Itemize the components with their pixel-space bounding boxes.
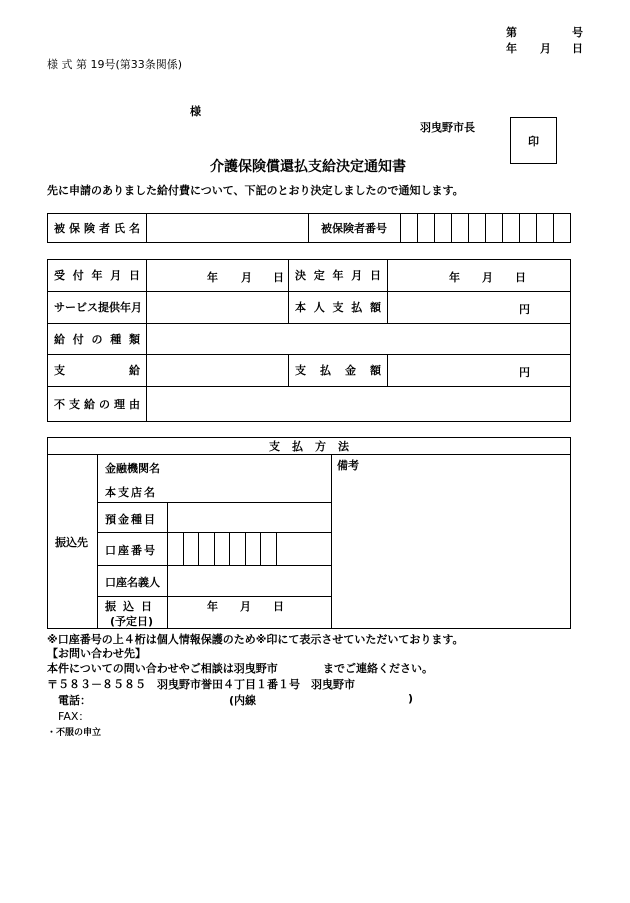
insured-name-label (54, 213, 140, 243)
appeal-note: ・不服の申立 (47, 728, 102, 738)
addressee-sama: 様 (190, 105, 201, 118)
phone-label: 電話： (58, 694, 91, 707)
bank-name-label: 金融機関名 (105, 462, 160, 475)
service-month-label: サービス提供年月 (54, 301, 142, 314)
decision-month: 月 (482, 271, 493, 284)
non-payment-reason-label (54, 386, 140, 422)
received-month: 月 (241, 271, 252, 284)
fax-label: FAX： (58, 710, 90, 723)
extension-open: (内線 (229, 694, 257, 707)
inquiry-text-2: までご連絡ください。 (323, 662, 433, 675)
account-number-digit-divider (276, 532, 277, 565)
extension-close: ) (408, 692, 414, 705)
account-number-digit-divider (229, 532, 230, 565)
payment-method-header-text: 支 払 方 法 (269, 439, 349, 453)
number-dai-label: 第 (506, 26, 517, 39)
decision-date-label (295, 259, 381, 291)
branch-label: 本支店名 (105, 486, 157, 499)
transfer-date-note: (予定日) (110, 615, 154, 628)
self-pay-label (295, 291, 381, 323)
account-type-label: 預金種目 (105, 513, 157, 526)
account-number-label: 口座番号 (105, 544, 157, 557)
transfer-day: 日 (273, 600, 284, 613)
received-year: 年 (207, 271, 218, 284)
number-go-label: 号 (572, 26, 583, 39)
transfer-month: 月 (240, 600, 251, 613)
intro-text: 先に申請のありました給付費について、下記のとおり決定しましたので通知します。 (47, 184, 464, 197)
self-pay-unit: 円 (519, 303, 530, 316)
account-number-digit-divider (245, 532, 246, 565)
privacy-note: ※口座番号の上４桁は個人情報保護のため※印にて表示させていただいております。 (47, 633, 464, 646)
insured-name-field[interactable] (148, 214, 306, 242)
account-number-digit-divider (198, 532, 199, 565)
received-day: 日 (273, 271, 284, 284)
decision-year: 年 (449, 271, 460, 284)
payment-label-left: 支 (54, 364, 65, 377)
payment-label-right: 給 (129, 364, 140, 377)
account-holder-label: 口座名義人 (105, 576, 160, 589)
remarks-label: 備考 (337, 459, 359, 472)
account-number-digit-divider (183, 532, 184, 565)
payment-method-header (47, 437, 571, 454)
insured-name-text: 被 保 険 者 氏 名 (54, 222, 140, 235)
payment-amount-text: 支 払 金 額 (295, 364, 381, 377)
self-pay-text: 本 人 支 払 額 (295, 301, 381, 314)
contact-address: 〒５８３－８５８５ 羽曳野市誉田４丁目１番１号 羽曳野市 (47, 678, 355, 691)
payment-amount-unit: 円 (519, 366, 530, 379)
date-month-label: 月 (540, 42, 551, 55)
transfer-destination-label: 振込先 (55, 535, 88, 549)
account-number-digit-divider (214, 532, 215, 565)
non-payment-reason-text: 不 支 給 の 理 由 (54, 398, 140, 411)
account-number-digit-divider (260, 532, 261, 565)
transfer-date-label: 振込日 (105, 600, 159, 613)
issuer-name: 羽曳野市長 (420, 121, 475, 134)
decision-day: 日 (515, 271, 526, 284)
page-title: 介護保険償還払支給決定通知書 (210, 159, 406, 175)
date-year-label: 年 (506, 42, 517, 55)
date-day-label: 日 (572, 42, 583, 55)
inquiry-text-1: 本件についての問い合わせやご相談は羽曳野市 (47, 662, 278, 675)
form-number: 様 式 第 19号(第33条関係) (47, 58, 183, 71)
benefit-type-text: 給 付 の 種 類 (54, 332, 140, 346)
payment-amount-label (295, 354, 381, 386)
benefit-type-label (54, 323, 140, 354)
received-date-text: 受 付 年 月 日 (54, 269, 140, 282)
received-date-label (54, 259, 140, 291)
insured-number-field[interactable] (402, 214, 569, 242)
decision-date-text: 決 定 年 月 日 (295, 269, 381, 282)
seal-box (510, 117, 557, 164)
inquiry-heading: 【お問い合わせ先】 (47, 647, 146, 660)
seal-label: 印 (528, 134, 539, 148)
transfer-year: 年 (207, 600, 218, 613)
insured-number-label: 被保険者番号 (321, 222, 387, 235)
